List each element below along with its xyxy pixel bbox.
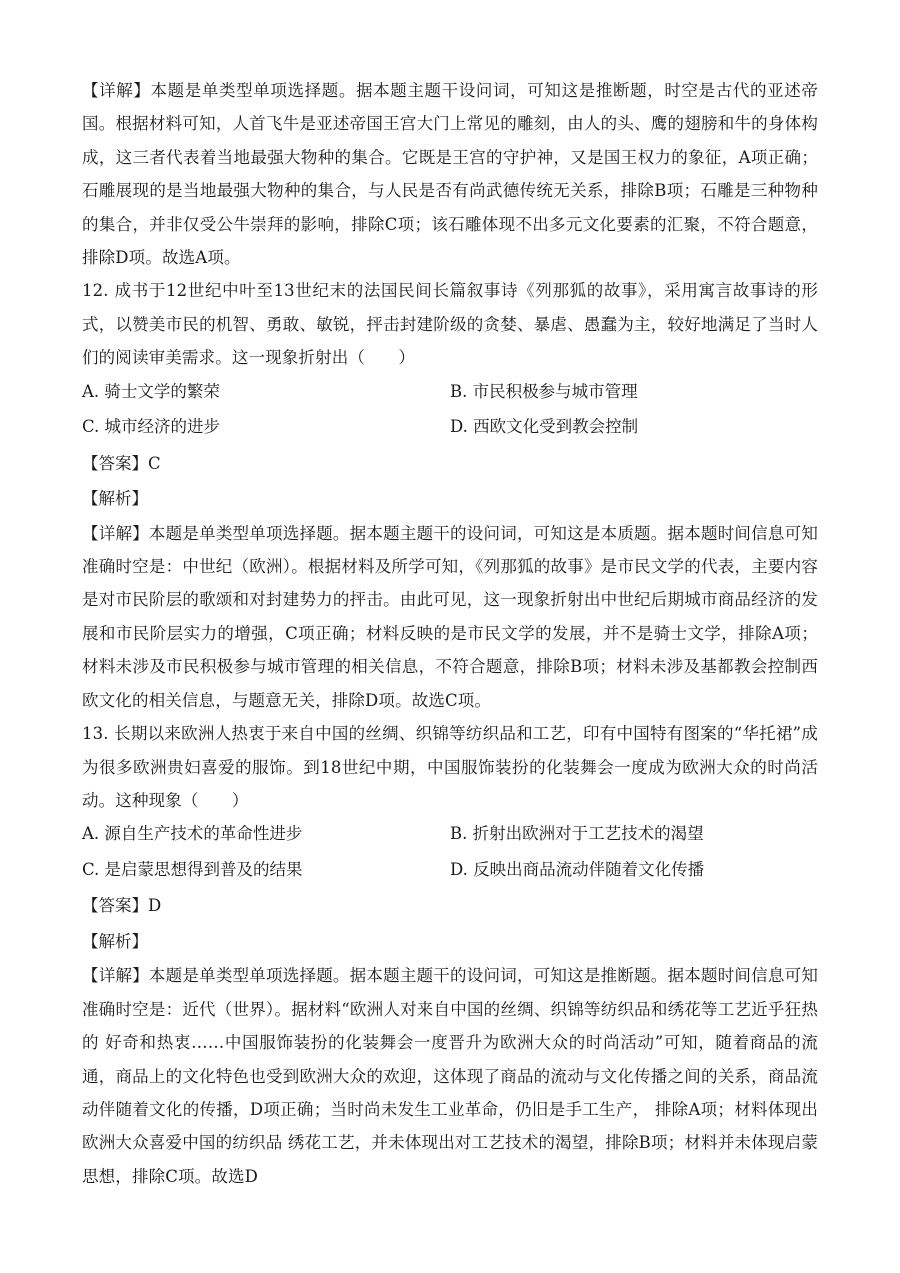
q13-answer: 【答案】D: [82, 896, 162, 916]
q13-options-row-1: [82, 817, 818, 853]
q13-detail: 【详解】本题是单类型单项选择题。据本题主题干的设问词，可知这是推断题。据本题时间信息可知准确时空是：近代（世界）。据材料“欧洲人对来自中国的丝绸、织锦等纺织品和绣花等工艺近乎狂热的 好奇和热衷……中国服饰装扮的化装舞会一度晋升为欧洲大众的时尚活动”可知，随着商品的流通，商品上的文化特色也受到欧洲大众的欢迎，这体现了商品的流动与文化传播之间的关系，商品流动伴随着文化的传播，D项正确；当时尚未发生工业革命，仍旧是手工生产， 排除A项；材料体现出欧洲大众喜爱中国的纺织品 绣花工艺，并未体现出对工艺技术的渴望，排除B项；材料并未体现启蒙思想，排除C项。故选D: [82, 966, 818, 1186]
q12-analysis-label: 【解析】: [82, 489, 148, 509]
q13-analysis-label: 【解析】: [82, 931, 148, 951]
q12-options-row-2: [82, 410, 818, 446]
q12-detail: 【详解】本题是单类型单项选择题。据本题主题干的设问词，可知这是本质题。据本题时间信息可知准确时空是：中世纪（欧洲）。根据材料及所学可知，《列那狐的故事》是市民文学的代表，主要内容是对市民阶层的歌颂和对封建势力的抨击。由此可见，这一现象折射出中世纪后期城市商品经济的发展和市民阶层实力的增强，C项正确；材料反映的是市民文学的发展，并不是骑士文学，排除A项；材料未涉及市民积极参与城市管理的相关信息，不符合题意，排除B项；材料未涉及基都教会控制西欧文化的相关信息，与题意无关，排除D项。故选C项。: [82, 523, 818, 710]
q12-option-b[interactable]: B. 市民积极参与城市管理: [450, 381, 638, 401]
q12-option-a[interactable]: A. 骑士文学的繁荣: [82, 381, 220, 401]
q13-option-c[interactable]: C. 是启蒙思想得到普及的结果: [82, 859, 303, 879]
q12-options-row-1: [82, 375, 818, 411]
q13-options-row-2: [82, 853, 818, 889]
q12-question: 12. 成书于12世纪中叶至13世纪末的法国民间长篇叙事诗《列那狐的故事》，采用寓言故事诗的形式，以赞美市民的机智、勇敢、敏锐，抨击封建阶级的贪婪、暴虐、愚蠢为主，较好地满足了当时人们的阅读审美需求。这一现象折射出（ ）: [82, 281, 818, 368]
q11-detail: 【详解】本题是单类型单项选择题。据本题主题干设问词，可知这是推断题，时空是古代的亚述帝国。根据材料可知，人首飞牛是亚述帝国王宫大门上常见的雕刻，由人的头、鹰的翅膀和牛的身体构成，这三者代表着当地最强大物种的集合。它既是王宫的守护神，又是国王权力的象征，A项正确；石雕展现的是当地最强大物种的集合，与人民是否有尚武德传统无关系，排除B项；石雕是三种物种的集合，并非仅受公牛崇拜的影响，排除C项；该石雕体现不出多元文化要素的汇聚，不符合题意，排除D项。故选A项。: [82, 81, 818, 268]
q13-option-d[interactable]: D. 反映出商品流动伴随着文化传播: [450, 859, 705, 879]
q13-question: 13. 长期以来欧洲人热衷于来自中国的丝绸、织锦等纺织品和工艺，印有中国特有图案的“华托裙”成为很多欧洲贵妇喜爱的服饰。到18世纪中期，中国服饰装扮的化装舞会一度成为欧洲大众的时尚活动。这种现象（ ）: [82, 724, 818, 810]
q13-option-b[interactable]: B. 折射出欧洲对于工艺技术的渴望: [450, 824, 704, 844]
q12-option-c[interactable]: C. 城市经济的进步: [82, 417, 221, 437]
q13-option-a[interactable]: A. 源自生产技术的革命性进步: [82, 824, 303, 844]
q12-option-d[interactable]: D. 西欧文化受到教会控制: [450, 417, 639, 437]
q12-answer: 【答案】C: [82, 453, 161, 473]
